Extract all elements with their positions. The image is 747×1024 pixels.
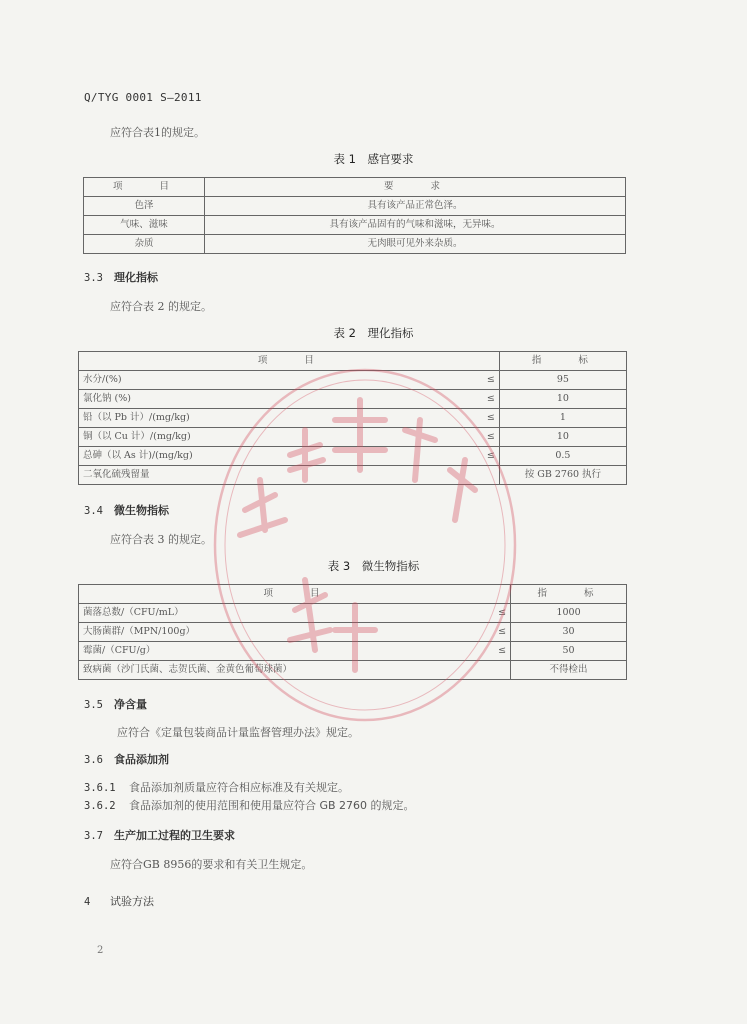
section-3-4-text: 应符合表 3 的规定。	[110, 533, 212, 546]
table1-cell: 具有该产品正常色泽。	[205, 197, 626, 216]
table2-item: 氯化钠 (%)	[79, 390, 473, 409]
section-3-7-heading	[84, 827, 235, 843]
table2-value: 按 GB 2760 执行	[499, 466, 626, 485]
official-seal-stamp	[205, 360, 525, 730]
le-symbol: ≤	[473, 390, 500, 409]
section-text: 食品添加剂的使用范围和使用量应符合 GB 2760 的规定。	[129, 799, 415, 812]
section-title: 生产加工过程的卫生要求	[114, 829, 235, 842]
table3-item: 霉菌/（CFU/g）	[79, 642, 485, 661]
table3-header-value: 指 标	[511, 585, 627, 604]
section-number: 3.6.1	[84, 782, 116, 794]
table2-value: 10	[499, 428, 626, 447]
le-symbol: ≤	[484, 623, 511, 642]
table2-header-item: 项 目	[79, 352, 500, 371]
table2-item: 总砷（以 As 计)/(mg/kg)	[79, 447, 473, 466]
section-3-6-2	[84, 797, 415, 813]
table2-item: 水分/(%)	[79, 371, 473, 390]
table3-item: 大肠菌群/（MPN/100g）	[79, 623, 485, 642]
section-3-3-text: 应符合表 2 的规定。	[110, 300, 212, 313]
section-3-4-heading	[84, 502, 169, 518]
table-row	[84, 235, 626, 254]
table1-cell: 气味、滋味	[84, 216, 205, 235]
table3-item: 菌落总数/（CFU/mL）	[79, 604, 485, 623]
le-symbol: ≤	[484, 604, 511, 623]
table-row	[84, 178, 626, 197]
table-row	[84, 216, 626, 235]
section-title: 净含量	[114, 698, 147, 711]
table2-value: 95	[499, 371, 626, 390]
section-number: 3.6	[84, 754, 103, 766]
table1-cell: 色泽	[84, 197, 205, 216]
section-number: 3.3	[84, 272, 103, 284]
section-title: 试验方法	[110, 895, 154, 908]
section-3-5-heading	[84, 696, 147, 712]
table3-value: 1000	[511, 604, 627, 623]
table-row	[84, 197, 626, 216]
table1-cell: 杂质	[84, 235, 205, 254]
section-number: 3.7	[84, 830, 103, 842]
table3-caption: 表 3 微生物指标	[327, 559, 420, 573]
table1-cell: 无肉眼可见外来杂质。	[205, 235, 626, 254]
section-text: 食品添加剂质量应符合相应标准及有关规定。	[129, 781, 349, 794]
le-symbol: ≤	[473, 371, 500, 390]
table2-header-value: 指 标	[499, 352, 626, 371]
table1-cell: 具有该产品固有的气味和滋味，无异味。	[205, 216, 626, 235]
table1	[83, 177, 626, 254]
section-number: 3.6.2	[84, 800, 116, 812]
section-3-6-1	[84, 779, 349, 795]
table2-caption: 表 2 理化指标	[333, 326, 414, 340]
table2-item: 铅（以 Pb 计）/(mg/kg)	[79, 409, 473, 428]
le-symbol: ≤	[473, 409, 500, 428]
le-symbol: ≤	[473, 447, 500, 466]
table2-item: 铜（以 Cu 计）/(mg/kg)	[79, 428, 473, 447]
le-symbol: ≤	[473, 428, 500, 447]
table1-header-item: 项 目	[84, 178, 205, 197]
section-title: 理化指标	[114, 271, 158, 284]
intro-3-1-text: 应符合表1的规定。	[110, 126, 205, 139]
table3-header-item: 项 目	[79, 585, 511, 604]
page-number: 2	[97, 945, 104, 956]
section-3-6-heading	[84, 751, 169, 767]
table3-value: 30	[511, 623, 627, 642]
table1-header-req: 要 求	[205, 178, 626, 197]
standard-code-header: Q/TYG 0001 S—2011	[84, 91, 202, 104]
section-number: 3.4	[84, 505, 103, 517]
section-title: 食品添加剂	[114, 753, 169, 766]
section-number: 3.5	[84, 699, 103, 711]
le-symbol: ≤	[484, 642, 511, 661]
table2-value: 0.5	[499, 447, 626, 466]
section-4-heading	[84, 893, 154, 909]
section-3-5-text: 应符合《定量包装商品计量监督管理办法》规定。	[117, 726, 359, 739]
table1-caption: 表 1 感官要求	[333, 152, 414, 166]
section-3-3-heading	[84, 269, 158, 285]
table3-value: 不得检出	[511, 661, 627, 680]
table2-item: 二氧化硫残留量	[79, 466, 473, 485]
table2-value: 1	[499, 409, 626, 428]
section-3-7-text: 应符合GB 8956的要求和有关卫生规定。	[110, 858, 313, 871]
section-title: 微生物指标	[114, 504, 169, 517]
table2-value: 10	[499, 390, 626, 409]
section-number: 4	[84, 896, 91, 908]
table3-item: 致病菌（沙门氏菌、志贺氏菌、金黄色葡萄球菌）	[79, 661, 485, 680]
table3-value: 50	[511, 642, 627, 661]
